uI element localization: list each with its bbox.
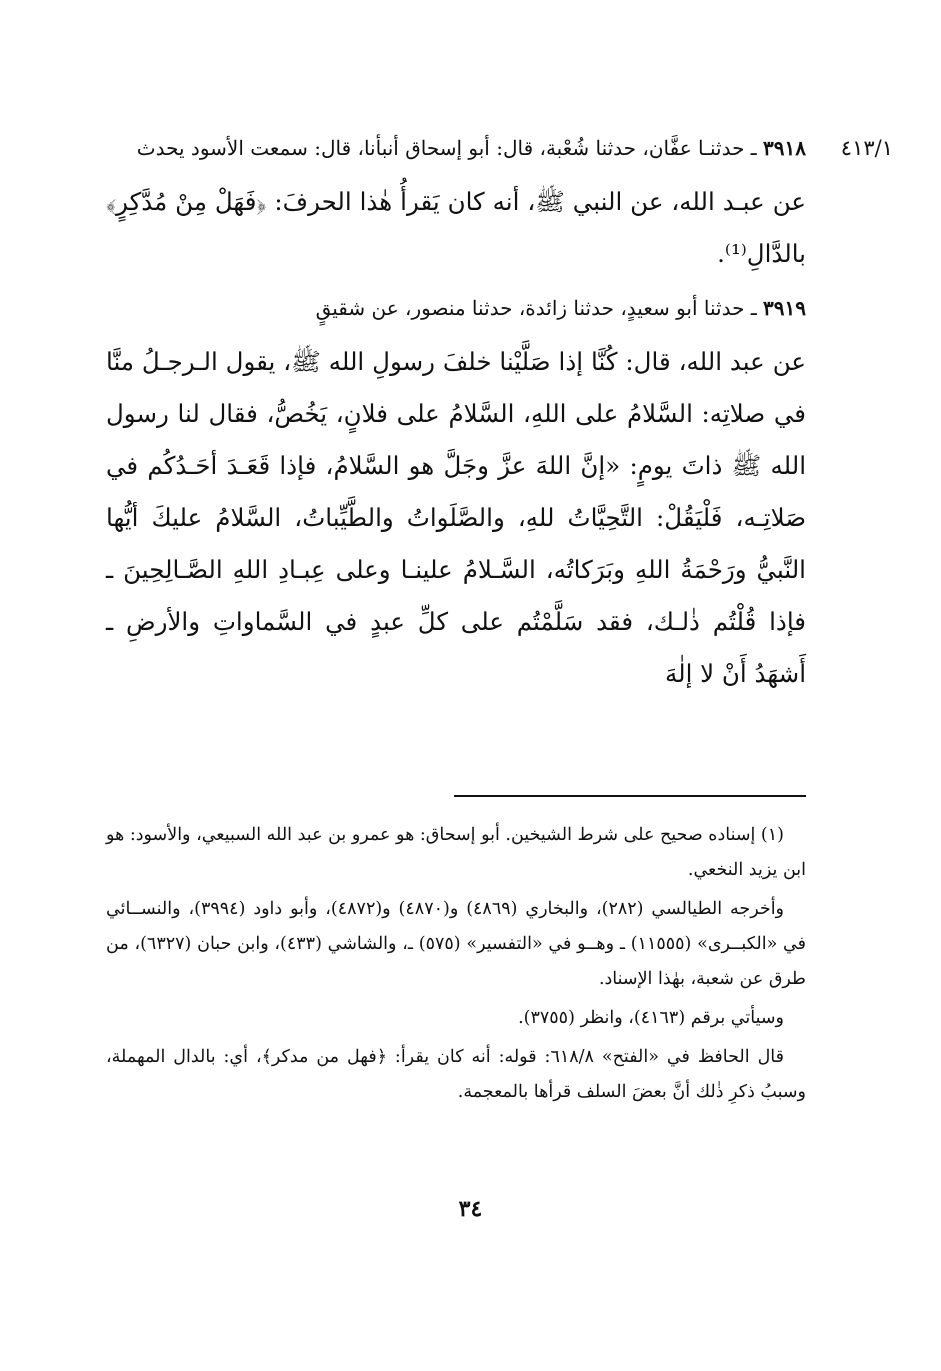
hadith-matn: عن عبد الله، قال: كُنَّا إذا صَلَّيْنا خلفَ رسولِ الله ﷺ، يقول الـرجـلُ منَّا في صلاتِه: السَّلامُ على اللهِ، السَّلامُ على فلانٍ، يَخُصُّ، فقال لنا رسول الله ﷺ ذاتَ يومٍ: «إنَّ اللهَ عزَّ وجَلَّ هو السَّلامُ، فإذا قَعَـدَ أحَـدُكُم في صَلاتِـه، فَلْيَقُلْ: التَّحِيَّاتُ للهِ، والصَّلَواتُ والطَّيِّباتُ، السَّلامُ عليكَ أيُّها النَّبيُّ ورَحْمَةُ اللهِ وبَرَكاتُه، السَّـلامُ علينـا وعلى عِبـادِ اللهِ الصَّـالِحِينَ ـ فإذا قُلْتُم ذٰلـك، فقد سَلَّمْتُم على كلِّ عبدٍ في السَّماواتِ والأرضِ ـ أَشهَدُ أَنْ لا إلٰهَ <box>106 347 806 688</box>
hadith-number: ٣٩١٨ <box>763 136 806 160</box>
footnote-paragraph: (١) إسناده صحيح على شرط الشيخين. أبو إسحاق: هو عمرو بن عبد الله السبيعي، والأسود: هو ابن يزيد النخعي. <box>105 825 806 880</box>
footnote-paragraph: وأخرجه الطيالسي (٢٨٢)، والبخاري (٤٨٦٩) و(٤٨٧٠) و(٤٨٧٢)، وأبو داود (٣٩٩٤)، والنســائي في «الكبــرى» (١١٥٥٥) ـ وهــو في «التفسير» (٥٧٥) ـ، والشاشي (٤٣٣)، وابن حبان (٦٣٢٧)، من طرق عن شعبة، بهٰذا الإسناد. <box>106 899 806 989</box>
hadith-number: ٣٩١٩ <box>763 296 806 320</box>
footnote-paragraph: قال الحافظ في «الفتح» ٦١٨/٨: قوله: أنه كان يقرأ: ﴿فهل من مدكر﴾، أي: بالدال المهملة، وسببُ ذكرِ ذٰلك أنَّ بعضَ السلف قرأها بالمعجمة. <box>106 1047 806 1102</box>
volume-page-reference: ٤١٣/١ <box>840 136 893 160</box>
footnote-divider <box>454 795 806 797</box>
main-text <box>106 128 806 700</box>
hadith-isnad <box>106 128 806 168</box>
isnad-text: ـ حدثنا أبو سعيدٍ، حدثنا زائدة، حدثنا منصور، عن شقيقٍ <box>315 296 757 320</box>
isnad-text: ـ حدثنـا عفَّان، حدثنا شُعْبة، قال: أبو إسحاق أنبأنا، قال: سمعت الأسود يحدث <box>136 136 757 160</box>
footnotes <box>106 818 806 1114</box>
hadith-isnad <box>106 288 806 328</box>
page-number: ٣٤ <box>458 1196 483 1222</box>
footnote-paragraph: وسيأتي برقم (٤١٦٣)، وانظر (٣٧٥٥). <box>518 1008 784 1028</box>
hadith-matn: عن عبـد الله، عن النبي ﷺ، أنه كان يَقرأُ هٰذا الحرفَ: ﴿فَهَلْ مِنْ مُدَّكِرٍ﴾ بالدَّالِ⁽¹⁾. <box>106 187 806 268</box>
